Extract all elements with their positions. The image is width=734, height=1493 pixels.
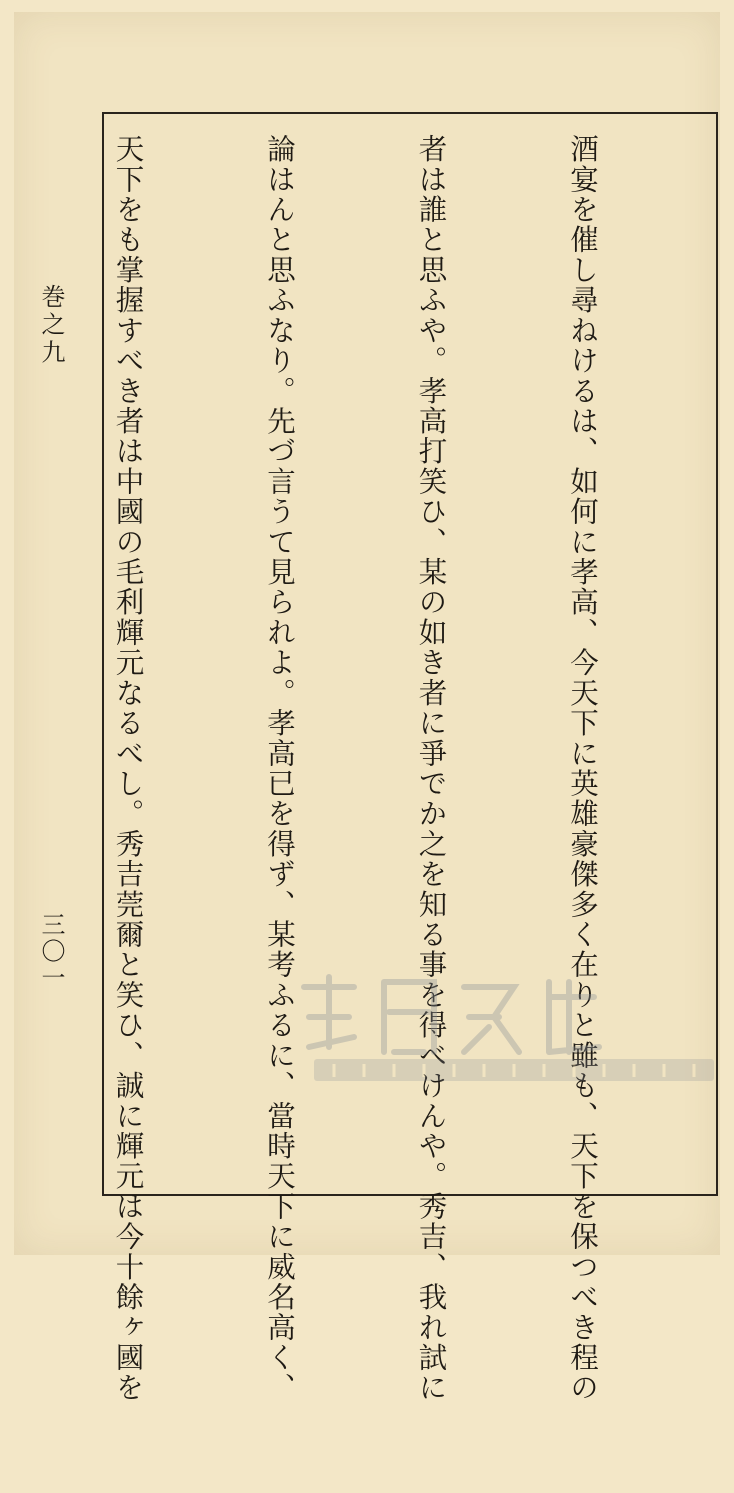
- text-column: 酒宴を催し尋ねけるは、如何に孝高、今天下に英雄豪傑多く在りと雖も、天下を保つべき程の: [566, 134, 599, 1403]
- text-frame: [102, 112, 718, 1403]
- book-page: [14, 12, 720, 1403]
- text-column: 論はんと思ふなり。先づ言うて見られよ。孝高已を得ず、某考ふるに、當時天下に威名高く、: [263, 134, 296, 1403]
- text-column: 者は誰と思ふや。孝高打笑ひ、某の如き者に爭でか之を知る事を得べけんや。秀吉、我れ試に: [414, 134, 448, 1403]
- text-column: [0, 134, 1, 1184]
- volume-label: 巻之九: [37, 284, 65, 367]
- body-text: [0, 134, 708, 1403]
- text-column: 天下をも掌握すべき者は中國の毛利輝元なるべし。秀吉莞爾と笑ひ、誠に輝元は今十餘ヶ國を: [111, 134, 145, 1403]
- page-number: 三〇一: [37, 912, 65, 992]
